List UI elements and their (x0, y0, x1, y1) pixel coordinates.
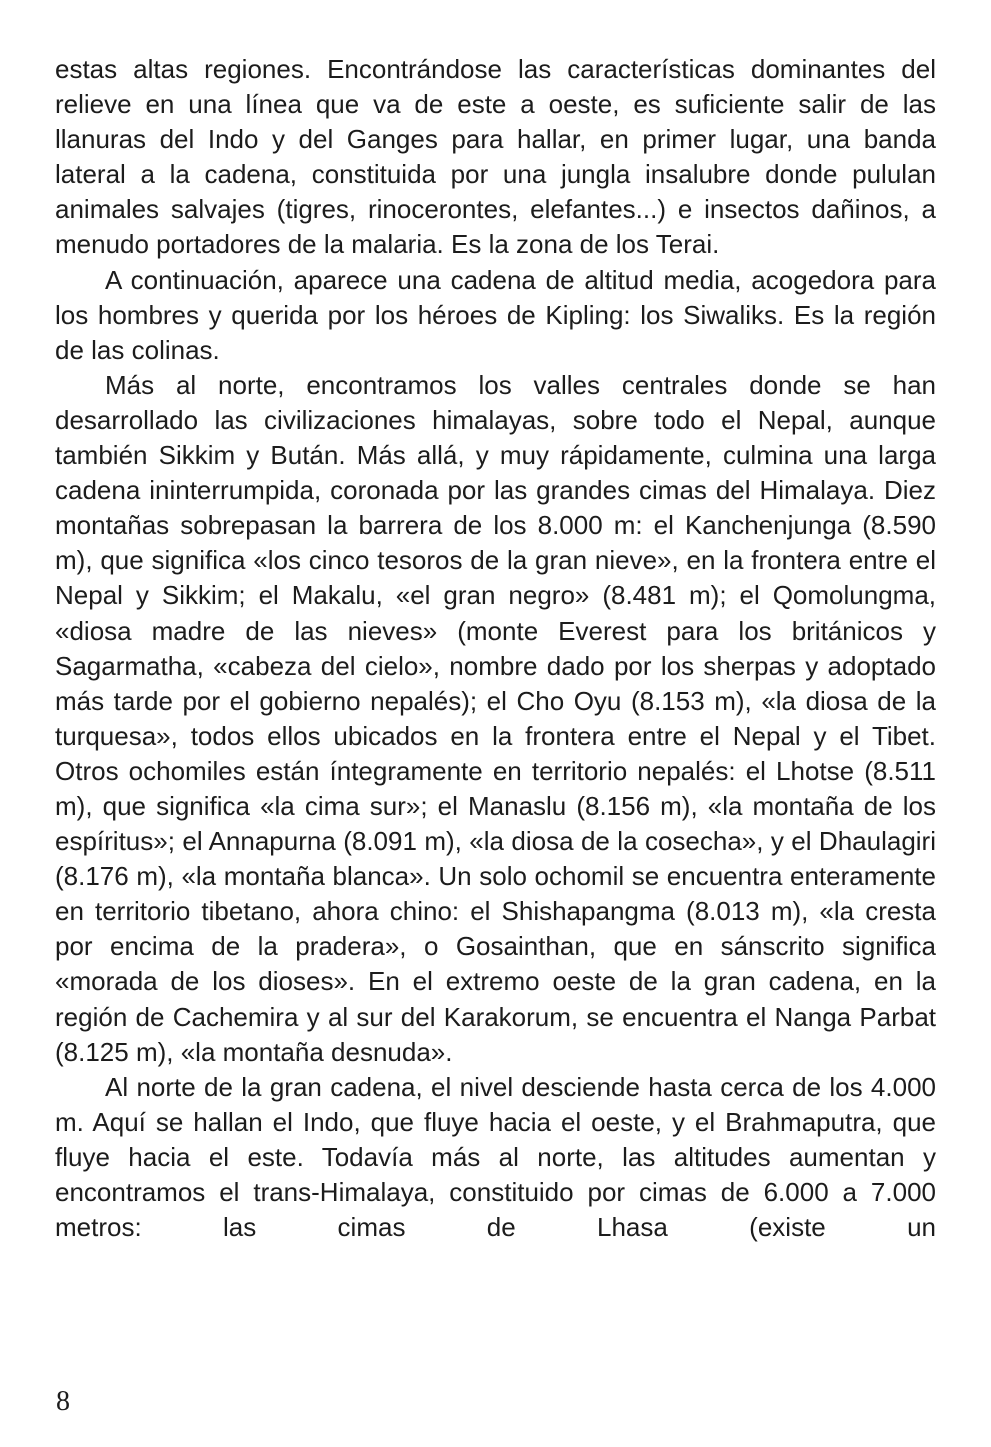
page-number: 8 (56, 1386, 70, 1417)
paragraph-terai: estas altas regiones. Encontrándose las características dominantes del relieve en una línea que va de este a oeste, es suficiente salir de las llanuras del Indo y del Ganges para hallar, en primer lugar, una banda lateral a la cadena, constituida por una jungla insalubre donde pululan animales salvajes (tigres, rinocerontes, elefantes...) e insectos dañinos, a menudo portadores de la malaria. Es la zona de los Terai. (55, 54, 936, 260)
paragraph-himalaya-peaks: Más al norte, encontramos los valles centrales donde se han desarrollado las civilizaciones himalayas, sobre todo el Nepal, aunque también Sikkim y Bután. Más allá, y muy rápidamente, culmina una larga cadena ininterrumpida, coronada por las grandes cimas del Himalaya. Diez montañas sobrepasan la barrera de los 8.000 m: el Kanchenjunga (8.590 m), que significa «los cinco tesoros de la gran nieve», en la frontera entre el Nepal y Sikkim; el Makalu, «el gran negro» (8.481 m); el Qomolungma, «diosa madre de las nieves» (monte Everest para los británicos y Sagarmatha, «cabeza del cielo», nombre dado por los sherpas y adoptado más tarde por el gobierno nepalés); el Cho Oyu (8.153 m), «la diosa de la turquesa», todos ellos ubicados en la frontera entre el Nepal y el Tibet. Otros ochomiles están íntegramente en territorio nepalés: el Lhotse (8.511 m), que significa «la cima sur»; el Manaslu (8.156 m), «la montaña de los espíritus»; el Annapurna (8.091 m), «la diosa de la cosecha», y el Dhaulagiri (8.176 m), «la montaña blanca». Un solo ochomil se encuentra enteramente en territorio tibetano, ahora chino: el Shishapangma (8.013 m), «la cresta por encima de la pradera», o Gosainthan, que en sánscrito significa «morada de los dioses». En el extremo oeste de la gran cadena, en la región de Cachemira y al sur del Karakorum, se encuentra el Nanga Parbat (8.125 m), «la montaña desnuda». (55, 369, 936, 1067)
paragraph-trans-himalaya: Al norte de la gran cadena, el nivel desciende hasta cerca de los 4.000 m. Aquí se hallan el Indo, que fluye hacia el oeste, y el Brahmaputra, que fluye hacia el este. Todavía más al norte, las altitudes aumentan y encontramos el trans-Himalaya, constituido por cimas de 6.000 a 7.000 metros: las cimas de Lhasa (existe un (55, 1071, 936, 1243)
page-body (55, 52, 936, 1352)
paragraph-siwaliks: A continuación, aparece una cadena de altitud media, acogedora para los hombres y querida por los héroes de Kipling: los Siwaliks. Es la región de las colinas. (55, 264, 936, 365)
